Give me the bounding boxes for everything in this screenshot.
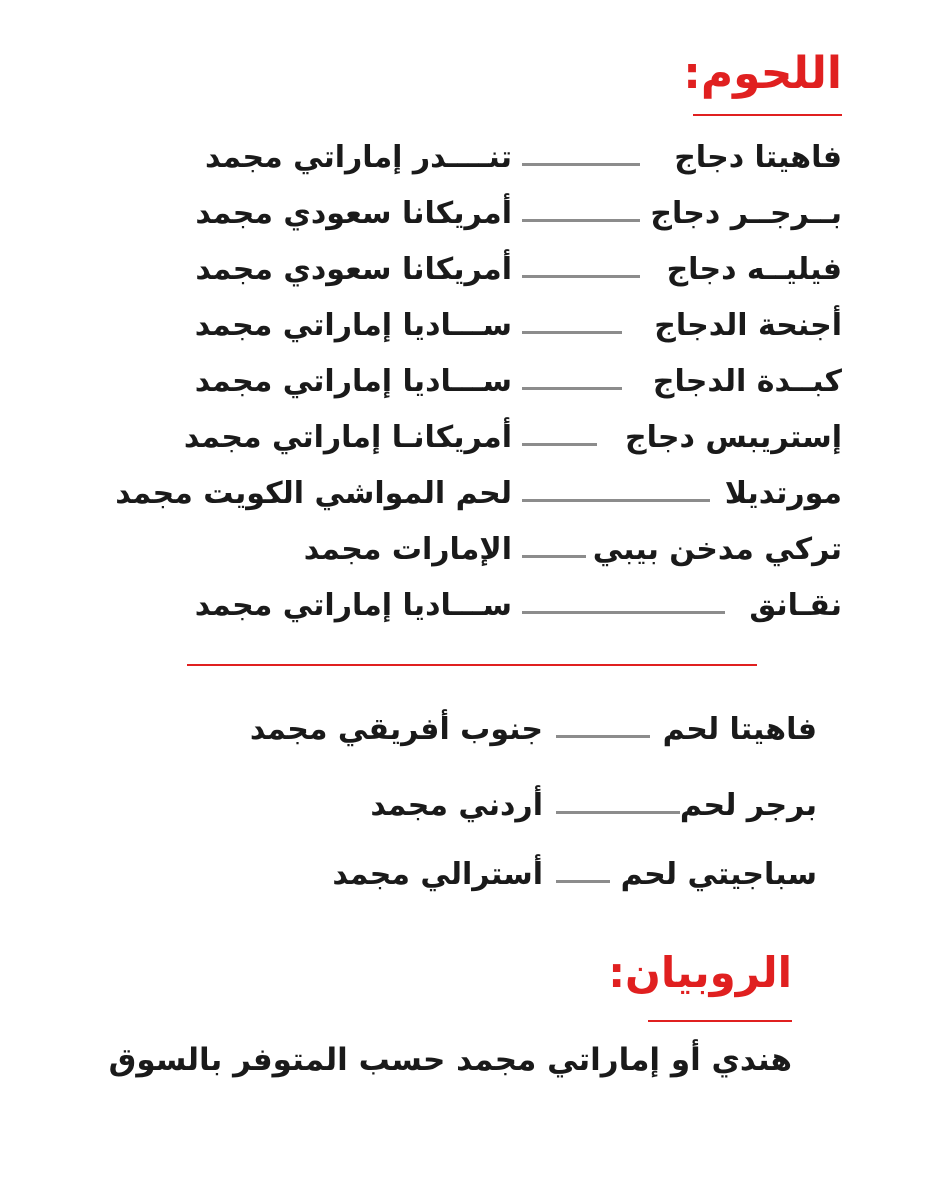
item-origin: أمريكانا سعودي مجمد [195,252,512,287]
dash-separator [556,880,610,883]
item-origin: جنوب أفريقي مجمد [249,712,543,747]
meats-heading: اللحوم: [683,48,842,99]
list-item [0,245,945,295]
item-name: إستريبس دجاج [625,420,842,455]
dash-separator [556,811,680,814]
item-origin: أمريكانـا إماراتي مجمد [183,420,512,455]
meats-heading-underline [693,114,842,116]
item-origin: أسترالي مجمد [332,857,543,892]
item-name: تركي مدخن بيبي [592,532,842,567]
item-origin: تنــــدر إماراتي مجمد [205,140,512,175]
shrimp-note: هندي أو إماراتي مجمد حسب المتوفر بالسوق [108,1042,792,1078]
list-item [0,189,945,239]
list-item [0,581,945,631]
item-origin: ســـاديا إماراتي مجمد [194,364,512,399]
item-name: فاهيتا دجاج [674,140,842,175]
item-origin: الإمارات مجمد [303,532,512,567]
list-item [0,301,945,351]
dash-separator [522,275,640,278]
item-name: سباجيتي لحم [620,857,817,892]
item-name: فاهيتا لحم [662,712,817,747]
dash-separator [522,331,622,334]
item-name: بــرجــر دجاج [650,196,842,231]
list-item [0,850,945,900]
list-item [0,781,945,831]
dash-separator [522,443,597,446]
item-name: كبــدة الدجاج [652,364,842,399]
shrimp-heading-underline [648,1020,792,1022]
list-item [0,469,945,519]
list-item [0,413,945,463]
list-item [0,357,945,407]
dash-separator [522,499,710,502]
shrimp-heading: الروبيان: [608,948,792,997]
item-name: مورتديلا [724,476,842,511]
dash-separator [522,387,622,390]
dash-separator [522,163,640,166]
dash-separator [522,219,640,222]
item-origin: ســـاديا إماراتي مجمد [194,308,512,343]
item-origin: أردني مجمد [370,788,543,823]
item-name: فيليــه دجاج [666,252,842,287]
item-origin: لحم المواشي الكويت مجمد [115,476,512,511]
list-item [0,705,945,755]
item-name: أجنحة الدجاج [654,308,842,343]
dash-separator [522,611,725,614]
section-divider [187,664,757,666]
item-origin: أمريكانا سعودي مجمد [195,196,512,231]
list-item [0,525,945,575]
list-item [0,133,945,183]
item-name: برجر لحم [679,788,817,823]
dash-separator [522,555,586,558]
dash-separator [556,735,650,738]
item-origin: ســـاديا إماراتي مجمد [194,588,512,623]
item-name: نقـانق [749,588,842,623]
